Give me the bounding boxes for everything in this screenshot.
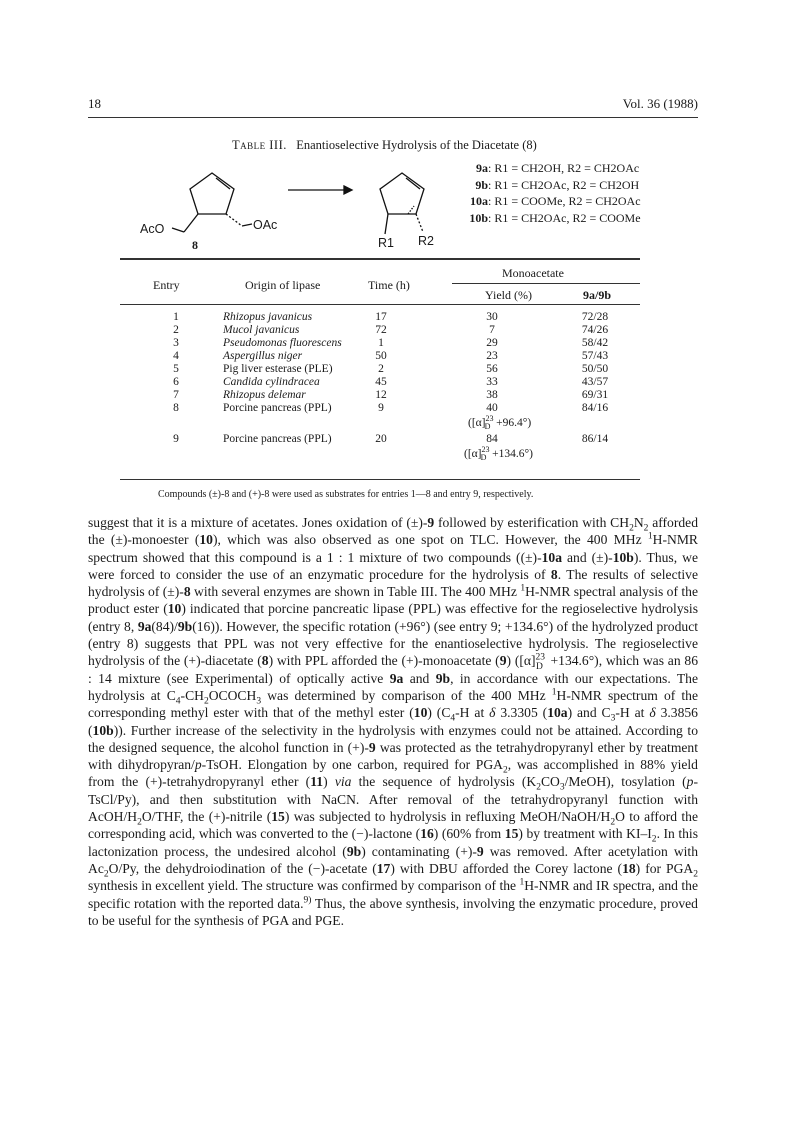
header-time: Time (h) (368, 278, 410, 292)
table-row: 7 Rhizopus delemar 12 38 69/31 (173, 389, 609, 401)
table-caption-prefix: Table III. (232, 138, 287, 152)
table-row: 5 Pig liver esterase (PLE) 2 56 50/50 (173, 363, 609, 375)
header-origin: Origin of lipase (245, 278, 321, 292)
product-r1-label: R1 (378, 236, 394, 250)
table-row: 3 Pseudomonas fluorescens 1 29 58/42 (173, 337, 609, 349)
table-caption (232, 138, 537, 153)
definition-9a: 9a: R1 = CH2OH, R2 = CH2OAc (476, 161, 640, 175)
compound-definitions (452, 160, 641, 226)
table-row: 8 Porcine pancreas (PPL) 9 40 84/16 (173, 402, 609, 414)
reaction-scheme (130, 158, 650, 256)
table-row: 1 Rhizopus javanicus 17 30 72/28 (173, 311, 609, 323)
table-row: 2 Mucol javanicus 72 7 74/26 (173, 324, 609, 336)
body-paragraph: suggest that it is a mixture of acetates. Jones oxidation of (±)-9 followed by esterification with $CH_2N_2$ afforded the (±)-monoester (10), which was also observed as one spot on TLC. However, the 400 MHz $^1$H-NMR spectrum showed that this compound is a 1 : 1 mixture of two compounds ((±)-10a and (±)-10b). Thus, we were forced to consider the use of an enzymatic procedure for the hydrolysis of 8. The results of selective hydrolysis of (±)-8 with several enzymes are shown in Table III. The 400 MHz $^1$H-NMR spectral analysis of the product ester (10) indicated that porcine pancreatic lipase (PPL) was effective for the regioselective hydrolysis (entry 8, 9a(84)/9b(16)). However, the specific rotation (+96°) (see entry 9; +134.6°) of the hydrolyzed product (entry 8) suggests that PPL was not very effective for the enantioselective hydrolysis. The regioselective hydrolysis of the (+)-diacetate (8) with PPL afforded the (+)-monoacetate (9) $([\alpha]^{23}_D +134.6^\circ)$, which was an 86 : 14 mixture (see Experimental) of optically active 9a and 9b, in accordance with our expectations. The hydrolysis at $C_4-CH_2OCOCH_3$ was determined by comparison of the 400 MHz $^1$H-NMR spectrum of the corresponding methyl ester with that of the methyl ester (10) ($C_4-H$ at δ 3.3305 (10a) and $C_3-H$ at δ 3.3856 (10b)). Further increase of the selectivity in the hydrolysis with enzymes could not be attained. According to the designed sequence, the alcohol function in (+)-9 was protected as the tetrahydropyranyl ether by treatment with dihydropyran/p-TsOH. Elongation by one carbon, required for $PGA_2$, was accomplished in 88% yield from the (+)-tetrahydropyranyl ether (11) via the sequence of hydrolysis $(K_2CO_3/MeOH)$, tosylation (p-TsCl/Py), and then substitution with NaCN. After removal of the tetrahydropyranyl function with AcOH/$H_2O$/THF, the (+)-nitrile (15) was subjected to hydrolysis in refluxing MeOH/$NaOH/H_2O$ to afford the corresponding acid, which was converted to the (−)-lactone (16) (60% from 15) by treatment with $KI-I_2$. In this lactonization process, the undesired alcohol (9b) contaminating (+)-9 was removed. After acetylation with $Ac_2O/Py$, the dehydroiodination of the (−)-acetate (17) with DBU afforded the Corey lactone (18) for $PGA_2$ synthesis in excellent yield. The structure was confirmed by comparison of the $^1$H-NMR and IR spectra, and the specific rotation with the reported data.$^{9)}$ Thus, the above synthesis, involving the enzymatic procedure, proved to be useful for the synthesis of PGA and PGE. (88, 515, 699, 928)
header-entry: Entry (153, 278, 180, 292)
table-row: 4 Aspergillus niger 50 23 57/43 (173, 350, 609, 362)
definition-10b: 10b: R1 = CH2OAc, R2 = COOMe (469, 210, 641, 225)
table-group-rule (452, 283, 640, 284)
rotation-entry-9: $([\alpha]^{23}_D +134.6^\circ)$ (464, 445, 533, 463)
table-header-rule (120, 304, 640, 305)
table-top-rule (120, 258, 640, 260)
header-rule (88, 117, 698, 118)
header-ratio: 9a/9b (583, 288, 612, 302)
table-row: 9 Porcine pancreas (PPL) 20 84 86/14 (173, 433, 609, 445)
page-number: 18 (88, 96, 101, 111)
header-monoacetate: Monoacetate (502, 266, 564, 280)
body-text (88, 514, 698, 929)
rotation-entry-8: $([\alpha]^{23}_D +96.4^\circ)$ (468, 414, 532, 432)
definition-9b: 9b: R1 = CH2OAc, R2 = CH2OH (475, 177, 640, 192)
reactant-left-label: AcO (140, 222, 165, 236)
reactant-number: 8 (192, 238, 198, 252)
table-bottom-rule (120, 479, 640, 480)
volume-label: Vol. 36 (1988) (622, 96, 698, 111)
table-row: 6 Candida cylindracea 45 33 43/57 (173, 376, 609, 388)
table-footnote: Compounds (±)-8 and (+)-8 were used as substrates for entries 1—8 and entry 9, respectively. (158, 489, 534, 500)
product-r2-label: R2 (418, 234, 434, 248)
header-yield: Yield (%) (485, 288, 532, 302)
reactant-right-label: OAc (253, 218, 278, 232)
definition-10a: 10a: R1 = COOMe, R2 = CH2OAc (470, 194, 641, 208)
table-caption-text: Enantioselective Hydrolysis of the Diacetate (8) (296, 138, 537, 152)
